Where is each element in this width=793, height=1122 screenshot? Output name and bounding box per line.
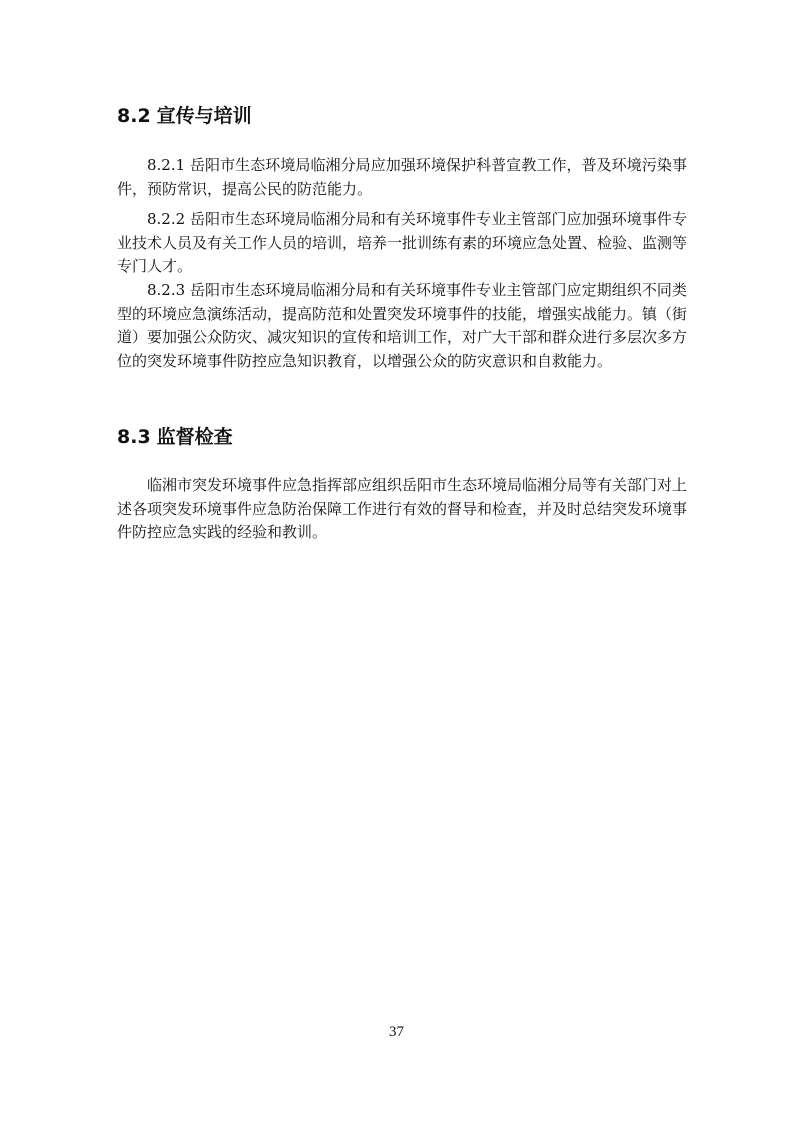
page-number: 37 (389, 1024, 404, 1040)
section-number: 8.3 (117, 426, 151, 448)
paragraph-8-2-3: 8.2.3 岳阳市生态环境局临湘分局和有关环境事件专业主管部门应定期组织不同类型的环境应急演练活动，提高防范和处置突发环境事件的技能，增强实战能力。镇（街道）要加强公众防灾、减灾知识的宣传和培训工作，对广大干部和群众进行多层次多方位的突发环境事件防控应急知识教育，以增强公众的防灾意识和自救能力。 (117, 281, 688, 370)
section-heading-8-2 (117, 103, 252, 129)
section-title: 监督检查 (156, 426, 233, 448)
paragraph-8-3: 临湘市突发环境事件应急指挥部应组织岳阳市生态环境局临湘分局等有关部门对上述各项突发环境事件应急防治保障工作进行有效的督导和检查，并及时总结突发环境事件防控应急实践的经验和教训。 (117, 476, 688, 541)
section-number: 8.2 (117, 105, 151, 127)
section-title: 宣传与培训 (156, 105, 252, 127)
paragraph-8-2-2: 8.2.2 岳阳市生态环境局临湘分局和有关环境事件专业主管部门应加强环境事件专业技术人员及有关工作人员的培训，培养一批训练有素的环境应急处置、检验、监测等专门人才。 (117, 210, 688, 275)
section-heading-8-3 (117, 424, 233, 450)
paragraph-8-2-1: 8.2.1 岳阳市生态环境局临湘分局应加强环境保护科普宣教工作，普及环境污染事件，预防常识，提高公民的防范能力。 (117, 156, 687, 198)
